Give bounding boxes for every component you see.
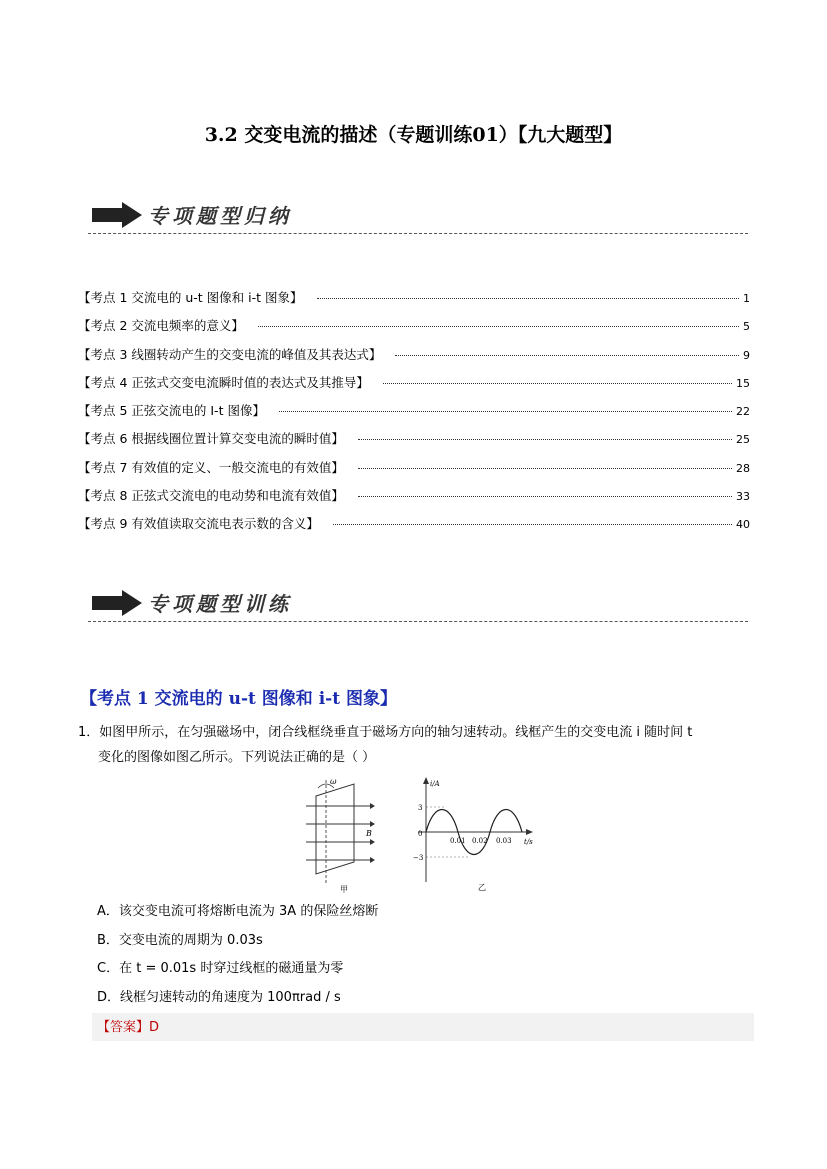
toc-label: 【考点 5 正弦交流电的 I-t 图像】 <box>78 403 265 419</box>
table-of-contents <box>78 288 750 543</box>
toc-page: 22 <box>736 405 750 419</box>
toc-page: 25 <box>736 433 750 447</box>
question-figure <box>306 776 536 894</box>
x-tick: 0.02 <box>472 837 488 845</box>
toc-item[interactable] <box>78 486 750 514</box>
toc-page: 5 <box>743 320 750 334</box>
toc-page: 33 <box>736 490 750 504</box>
toc-label: 【考点 1 交流电的 u-t 图像和 i-t 图象】 <box>78 290 303 305</box>
x-tick: 0.03 <box>496 837 512 845</box>
toc-item[interactable] <box>78 429 750 457</box>
question-line-2: 变化的图像如图乙所示。下列说法正确的是（ ） <box>98 750 376 765</box>
banner-title: 专项题型训练 <box>148 592 292 616</box>
b-label: B <box>366 829 372 838</box>
toc-leader <box>395 355 739 356</box>
section-banner-training <box>88 584 748 624</box>
toc-leader <box>258 326 739 327</box>
question-line-1 <box>78 720 758 745</box>
toc-label: 【考点 4 正弦式交变电流瞬时值的表达式及其推导】 <box>78 374 369 390</box>
question <box>78 720 758 770</box>
toc-item[interactable] <box>78 288 750 316</box>
answer-label: 【答案】 <box>97 1020 150 1035</box>
x-tick: 0.01 <box>450 837 466 845</box>
figure-label-left: 甲 <box>340 885 348 894</box>
question-text: 如图甲所示，在匀强磁场中，闭合线框绕垂直于磁场方向的轴匀速转动。线框产生的交变电流 i 随时间 t <box>99 725 693 740</box>
omega-label: ω <box>330 777 337 786</box>
option-b[interactable]: B．交变电流的周期为 0.03s <box>97 932 263 948</box>
question-number: 1． <box>78 725 100 740</box>
toc-label: 【考点 9 有效值读取交流电表示数的含义】 <box>78 516 319 532</box>
toc-item[interactable] <box>78 514 750 542</box>
toc-label: 【考点 3 线圈转动产生的交变电流的峰值及其表达式】 <box>78 346 382 362</box>
y-tick-pos: 3 <box>418 804 423 812</box>
toc-leader <box>279 411 732 412</box>
it-graph <box>413 777 533 892</box>
toc-item[interactable] <box>78 345 750 373</box>
toc-page: 28 <box>736 461 750 475</box>
toc-leader <box>383 383 732 384</box>
option-d[interactable]: D．线框匀速转动的角速度为 100πrad / s <box>97 989 341 1005</box>
banner-title: 专项题型归纳 <box>148 204 292 228</box>
toc-label: 【考点 2 交流电频率的意义】 <box>78 318 244 334</box>
options-list <box>97 898 378 1012</box>
toc-leader <box>317 298 739 299</box>
y-axis-label: i/A <box>430 780 440 788</box>
option-a[interactable]: A．该交变电流可将熔断电流为 3A 的保险丝熔断 <box>97 904 379 919</box>
toc-item[interactable] <box>78 316 750 344</box>
toc-label: 【考点 6 根据线圈位置计算交变电流的瞬时值】 <box>78 431 344 447</box>
toc-leader <box>333 524 732 525</box>
answer-box <box>92 1013 754 1041</box>
page-title: 3.2 交变电流的描述（专题训练01）【九大题型】 <box>204 124 623 146</box>
origin-label: 0 <box>418 830 423 838</box>
arrow-icon <box>92 202 144 228</box>
toc-page: 40 <box>736 518 750 532</box>
figure-label-right: 乙 <box>478 883 486 892</box>
section-banner-summary <box>88 196 748 236</box>
toc-leader <box>358 496 732 497</box>
toc-label: 【考点 7 有效值的定义、一般交流电的有效值】 <box>78 459 344 475</box>
x-axis-label: t/s <box>524 838 533 846</box>
divider <box>88 621 748 622</box>
arrow-icon <box>92 590 144 616</box>
toc-item[interactable] <box>78 373 750 401</box>
toc-label: 【考点 8 正弦式交流电的电动势和电流有效值】 <box>78 488 344 504</box>
toc-leader <box>358 439 732 440</box>
option-c[interactable]: C．在 t = 0.01s 时穿过线框的磁通量为零 <box>97 961 344 976</box>
coil-diagram <box>306 777 375 894</box>
answer <box>97 1016 159 1035</box>
toc-page: 15 <box>736 376 750 390</box>
answer-value: D <box>149 1020 160 1035</box>
toc-leader <box>358 468 732 469</box>
toc-page: 9 <box>743 348 750 362</box>
toc-page: 1 <box>743 292 750 305</box>
divider <box>88 233 748 234</box>
y-tick-neg: −3 <box>413 854 424 862</box>
toc-item[interactable] <box>78 401 750 429</box>
toc-item[interactable] <box>78 458 750 486</box>
section-heading: 【考点 1 交流电的 u-t 图像和 i-t 图象】 <box>80 689 397 709</box>
